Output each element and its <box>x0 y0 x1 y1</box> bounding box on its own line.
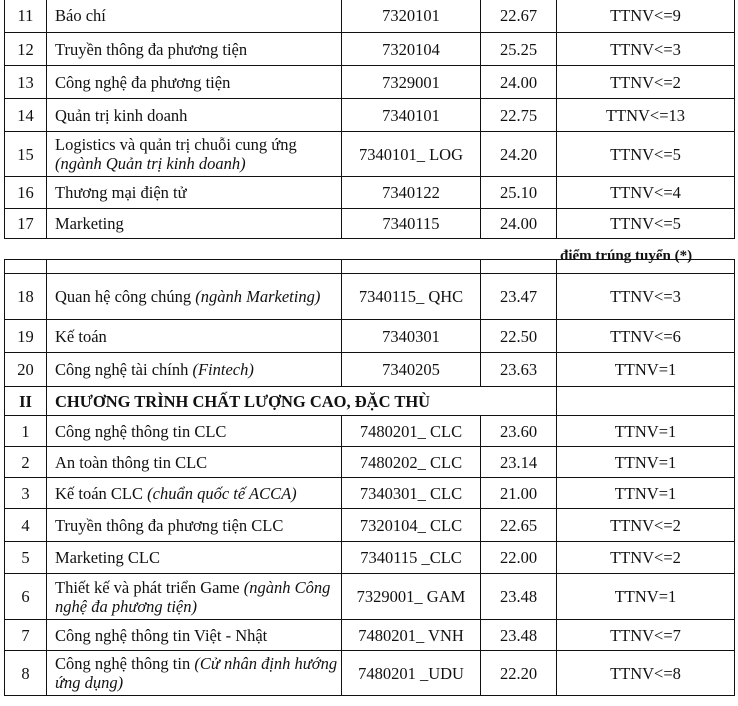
program-note: (ngành Quản trị kinh doanh) <box>55 154 246 173</box>
program-name: Quản trị kinh doanh <box>55 105 188 125</box>
admission-score: 22.65 <box>481 509 557 542</box>
table-row <box>5 574 735 620</box>
table-row <box>5 66 735 99</box>
section-empty-cell <box>557 387 735 416</box>
priority-condition: TTNV<=5 <box>557 132 735 177</box>
program-name-cell <box>47 447 342 478</box>
row-number: 16 <box>5 177 47 209</box>
table-row <box>5 416 735 447</box>
row-number: 1 <box>5 416 47 447</box>
program-name-cell <box>47 620 342 651</box>
admission-score: 22.75 <box>481 99 557 132</box>
stub-cell <box>481 260 557 274</box>
table-row <box>5 620 735 651</box>
program-note: (ngành Marketing) <box>195 287 321 306</box>
row-number: 4 <box>5 509 47 542</box>
row-number: 6 <box>5 574 47 620</box>
admission-score: 23.14 <box>481 447 557 478</box>
stub-cell <box>5 260 47 274</box>
program-name: Công nghệ thông tin <box>55 654 191 673</box>
program-code: 7340115 _CLC <box>342 542 481 574</box>
section-number: II <box>5 387 47 416</box>
admission-score: 23.48 <box>481 574 557 620</box>
program-code: 7480201_ VNH <box>342 620 481 651</box>
program-name-cell <box>47 66 342 99</box>
admission-table-part-2 <box>4 259 735 696</box>
admission-score: 23.60 <box>481 416 557 447</box>
row-number: 2 <box>5 447 47 478</box>
program-name-cell <box>47 416 342 447</box>
program-name-cell <box>47 177 342 209</box>
program-code: 7320104 <box>342 33 481 66</box>
admission-score: 23.48 <box>481 620 557 651</box>
program-name-cell <box>47 542 342 574</box>
program-name: Logistics và quản trị chuỗi cung ứng <box>55 135 297 154</box>
table-row <box>5 99 735 132</box>
priority-condition: TTNV<=2 <box>557 66 735 99</box>
table-row <box>5 353 735 387</box>
admission-score: 24.00 <box>481 209 557 239</box>
row-number: 14 <box>5 99 47 132</box>
priority-condition: TTNV<=9 <box>557 0 735 33</box>
row-number: 17 <box>5 209 47 239</box>
priority-condition: TTNV=1 <box>557 416 735 447</box>
admission-score: 22.67 <box>481 0 557 33</box>
table-row <box>5 509 735 542</box>
row-number: 3 <box>5 478 47 509</box>
admission-score: 22.50 <box>481 320 557 353</box>
program-name-cell <box>47 274 342 320</box>
priority-condition: TTNV<=7 <box>557 620 735 651</box>
program-name: Truyền thông đa phương tiện CLC <box>55 515 284 535</box>
program-code: 7480201_ CLC <box>342 416 481 447</box>
program-name-cell <box>47 209 342 239</box>
section-title: CHƯƠNG TRÌNH CHẤT LƯỢNG CAO, ĐẶC THÙ <box>47 387 557 416</box>
stub-cell <box>342 260 481 274</box>
table-row <box>5 209 735 239</box>
program-code: 7329001 <box>342 66 481 99</box>
program-code: 7329001_ GAM <box>342 574 481 620</box>
row-number: 7 <box>5 620 47 651</box>
program-name-cell <box>47 132 342 177</box>
program-name: Báo chí <box>55 6 106 25</box>
row-number: 19 <box>5 320 47 353</box>
priority-condition: TTNV<=2 <box>557 542 735 574</box>
program-code: 7340205 <box>342 353 481 387</box>
row-number: 11 <box>5 0 47 33</box>
program-note: (ngành Công nghệ đa phương tiện) <box>55 577 331 616</box>
admission-score: 24.20 <box>481 132 557 177</box>
admission-score: 22.00 <box>481 542 557 574</box>
program-note: (Fintech) <box>192 360 254 379</box>
stub-cell <box>47 260 342 274</box>
program-code: 7340115_ QHC <box>342 274 481 320</box>
table-row <box>5 132 735 177</box>
program-name: Công nghệ thông tin CLC <box>55 421 227 441</box>
program-name: Công nghệ tài chính <box>55 360 189 379</box>
program-note: (chuẩn quốc tế ACCA) <box>147 483 297 503</box>
program-name-cell <box>47 509 342 542</box>
program-name-cell <box>47 33 342 66</box>
priority-condition: TTNV<=8 <box>557 651 735 696</box>
stub-cell <box>557 260 735 274</box>
program-code: 7340115 <box>342 209 481 239</box>
program-code: 7340301_ CLC <box>342 478 481 509</box>
admission-table-part-1 <box>4 0 735 239</box>
section-header-row <box>5 387 735 416</box>
row-number: 12 <box>5 33 47 66</box>
program-name: Thương mại điện tử <box>55 183 187 202</box>
priority-condition: TTNV<=5 <box>557 209 735 239</box>
program-name-cell <box>47 478 342 509</box>
program-name-cell <box>47 574 342 620</box>
table-row <box>5 447 735 478</box>
priority-condition: TTNV<=2 <box>557 509 735 542</box>
program-note: (Cử nhân định hướng ứng dụng) <box>55 654 338 692</box>
table-row <box>5 274 735 320</box>
priority-condition: TTNV<=3 <box>557 33 735 66</box>
program-code: 7480201 _UDU <box>342 651 481 696</box>
table-row <box>5 478 735 509</box>
program-name: Marketing CLC <box>55 548 160 567</box>
table-row <box>5 33 735 66</box>
priority-condition: TTNV=1 <box>557 574 735 620</box>
program-code: 7340101 <box>342 99 481 132</box>
admission-score: 24.00 <box>481 66 557 99</box>
admission-score: 21.00 <box>481 478 557 509</box>
program-name: Kế toán <box>55 326 107 346</box>
row-number: 8 <box>5 651 47 696</box>
admission-score: 23.63 <box>481 353 557 387</box>
program-code: 7480202_ CLC <box>342 447 481 478</box>
priority-condition: TTNV<=3 <box>557 274 735 320</box>
program-name-cell <box>47 320 342 353</box>
priority-condition: TTNV=1 <box>557 353 735 387</box>
program-name-cell <box>47 651 342 696</box>
program-code: 7340122 <box>342 177 481 209</box>
program-name: Truyền thông đa phương tiện <box>55 39 248 59</box>
row-number: 20 <box>5 353 47 387</box>
row-number: 18 <box>5 274 47 320</box>
priority-condition: TTNV<=4 <box>557 177 735 209</box>
row-number: 15 <box>5 132 47 177</box>
table-row <box>5 320 735 353</box>
priority-condition: TTNV<=6 <box>557 320 735 353</box>
priority-condition: TTNV<=13 <box>557 99 735 132</box>
program-code: 7320104_ CLC <box>342 509 481 542</box>
program-code: 7340301 <box>342 320 481 353</box>
priority-condition: TTNV=1 <box>557 478 735 509</box>
program-code: 7340101_ LOG <box>342 132 481 177</box>
program-name: Marketing <box>55 214 124 233</box>
admission-score: 25.10 <box>481 177 557 209</box>
program-name: Thiết kế và phát triển Game <box>55 577 240 597</box>
program-name-cell <box>47 353 342 387</box>
program-name: Công nghệ thông tin Việt - Nhật <box>55 625 268 645</box>
table-row <box>5 177 735 209</box>
row-number: 13 <box>5 66 47 99</box>
program-name: Công nghệ đa phương tiện <box>55 72 231 92</box>
table-row <box>5 542 735 574</box>
row-number: 5 <box>5 542 47 574</box>
program-name: An toàn thông tin CLC <box>55 452 208 472</box>
program-name-cell <box>47 99 342 132</box>
program-code: 7320101 <box>342 0 481 33</box>
continued-header-stub <box>5 260 735 274</box>
admission-score: 22.20 <box>481 651 557 696</box>
admission-score: 23.47 <box>481 274 557 320</box>
priority-condition: TTNV=1 <box>557 447 735 478</box>
admission-score: 25.25 <box>481 33 557 66</box>
clipped-header-text: điểm trúng tuyển (*) <box>560 248 693 264</box>
program-name: Kế toán CLC <box>55 483 143 503</box>
table-row <box>5 651 735 696</box>
program-name-cell <box>47 0 342 33</box>
program-name: Quan hệ công chúng <box>55 287 192 306</box>
table-row <box>5 0 735 33</box>
